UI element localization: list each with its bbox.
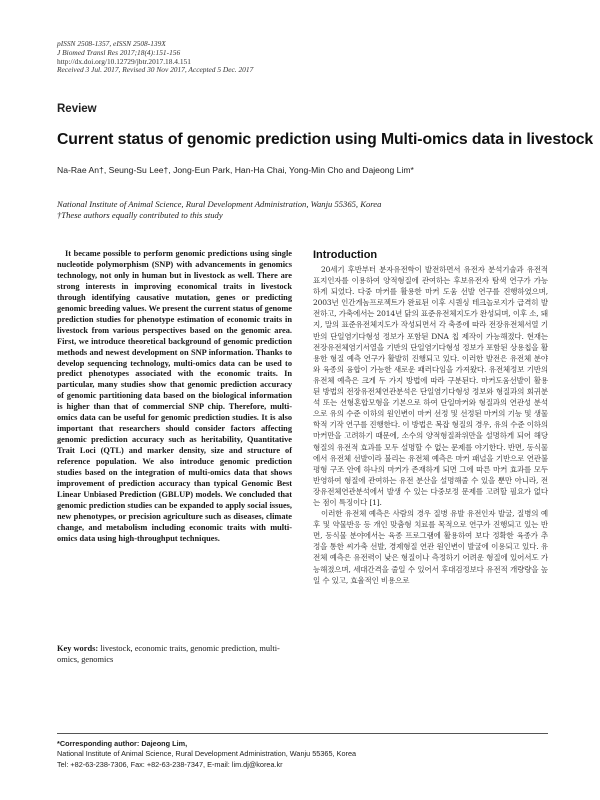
intro-paragraph-2: 이러한 유전체 예측은 사람의 경우 질병 유발 유전인자 발굴, 질병의 예후 및 약물반응 등 개인 맞춤형 치료를 목적으로 연구가 진행되고 있는 반면, 동식물 분야에서는 육종 프로그램에 활용하여 보다 정확한 육종가 추정을 통한 씨가축 선발, 경제형질 연관 원인변이 발굴에 이용되고 있다. 유전체 예측은 유전력이 낮은 형질이나 측정하기 어려운 형질에 있어서도 가능해졌으며, 세대간격을 줄일 수 있어서 후대검정보다 유전적 개량량을 높일 수 있고, 효율적인 비용으로 [313,509,548,585]
corresponding-author-footnote [57,733,548,770]
affiliation-block [57,199,381,221]
keywords [57,644,292,666]
article-type-label: Review [57,103,97,115]
journal-metadata [57,40,253,75]
equal-contribution-note: †These authors equally contributed to this study [57,210,223,220]
article-title: Current status of genomic prediction using Multi-omics data in livestock [57,131,594,148]
introduction-body [313,264,548,586]
corresponding-author-address: National Institute of Animal Science, Rural Development Administration, Wanju 55365, Korea [57,749,357,759]
keywords-label: Key words: [57,644,99,653]
author-list: Na-Rae An†, Seung-Su Lee†, Jong-Eun Park, Han-Ha Chai, Yong-Min Cho and Dajeong Lim* [57,165,414,175]
intro-paragraph-1: 20세기 후반부터 분자유전학이 발전하면서 유전자 분석기술과 유전적 표지인자를 이용하여 양적형질에 관여하는 후보유전자 탐색 연구가 가능하게 되었다. 다중 마커를 활용한 마커 도움 선발 연구를 진행하였으며, 2003년 인간게놈프로젝트가 완료된 이후 시퀀싱 테크놀로지가 급격히 발전하고, 가축에서는 2014년 닭의 표준유전체지도가 완성되며, 이후 소, 돼지, 말의 표준유전체지도가 작성되면서 각 축종에 따라 전장유전체서열 기반의 단일염기다형성 정보가 포함된 DNA 칩 제작이 가능해졌다. 현재는 전장유전체염기서열을 기반의 단일염기다형성 정보가 포함된 상용칩을 활용한 형질 예측 연구가 활발히 진행되고 있다. 이러한 발전은 유전체 분야와 육종의 융합이 가능한 새로운 패러다임을 가져왔다. 유전체정보 기반의 유전체 예측은 크게 두 가지 방법에 따라 구분된다. 마커도움선발이 활용된 방법의 전장유전체연관분석은 단일염기다형성 정보와 형질과의 회귀분석 또는 선형혼합모형을 기본으로 하여 단일마커와 형질과의 연관성 분석으로 유의 수준 이하의 원인변이 마커 선정 및 선정된 마커의 기능 및 생물학적 기작 연구를 진행한다. 이 방법은 복잡 형질의 경우, 유의 수준 이하의 마커만을 고려하기 때문에, 소수의 양적형질좌위만을 설명하게 되어 해당 형질의 유전적 효과를 모두 설명할 수 없는 문제를 야기한다. 반면, 동식물에서 유전체 선발이라 불리는 유전체 예측은 마커 패널을 기반으로 연관불평형 구조 안에 하나의 마커가 존재하게 되면 그에 따른 마커 효과를 모두 반영하여 형질에 관여하는 유전 분산을 설명해줄 수 있을 뿐만 아니라, 전장유전체연관분석에서 발생 수 있는 다중보정 문제를 고려할 필요가 없다는 점이 특징이다 [1]. [313,265,548,507]
corresponding-author-name: *Corresponding author: Dajeong Lim, [57,739,188,748]
journal-citation: J Biomed Transl Res 2017;18(4):151-156 [57,47,181,57]
introduction-heading: Introduction [313,249,378,261]
received-dates: Received 3 Jul. 2017, Revised 30 Nov 2017, Accepted 5 Dec. 2017 [57,65,254,75]
abstract: It became possible to perform genomic predictions using single nucleotide polymorphism (SNP) with advancements in genomics technology, not only in human but in livestock as well. There are strong interests in improving economical traits in livestock through identifying causative mutation, genes or predicting genomic breeding values. We present the current status of genome prediction studies for phenotype estimation of economic traits in livestock from various perspectives based on the genomic area. First, we introduce theoretical background of genomic prediction methods and newest development on SNP information. Thanks to develop sequencing technology, multi-omics data can be used to predict phenotypes associated with the economic traits. In particular, many studies show that genomic prediction accuracy of genomic partitioning data based on the biological information is higher than that of commercial SNP chip. Therefore, multi-omics data can be useful for genomic prediction studies. It is also important that researchers should consider factors affecting genomic prediction accuracy such as heritability, Quantitative Trait Loci (QTL) and marker density, size and structure of reference population. We also introduce genomic prediction studies based on the integration of multi-omics data that shows improvement of prediction accuracy than typical Genomic Best Linear Unbiased Prediction (GBLUP) models. We concluded that genomic prediction studies can be expanded to apply social issues, new phenotypes, or precision agriculture such as diseases, climate change, and metabolism including economic traits with multi-omics data using high-throughput techniques. [57,249,292,543]
keywords-text: livestock, economic traits, genomic prediction, multi-omics, genomics [57,644,280,664]
doi-link[interactable]: http://dx.doi.org/10.12729/jbtr.2017.18.4.151 [57,56,191,66]
issn-line: pISSN 2508-1357, eISSN 2508-139X [57,39,166,48]
affiliation-institute: National Institute of Animal Science, Rural Development Administration, Wanju 55365, Korea [57,199,382,209]
corresponding-author-contact: Tel: +82-63-238-7306, Fax: +82-63-238-7347, E-mail: lim.dj@korea.kr [57,759,283,769]
